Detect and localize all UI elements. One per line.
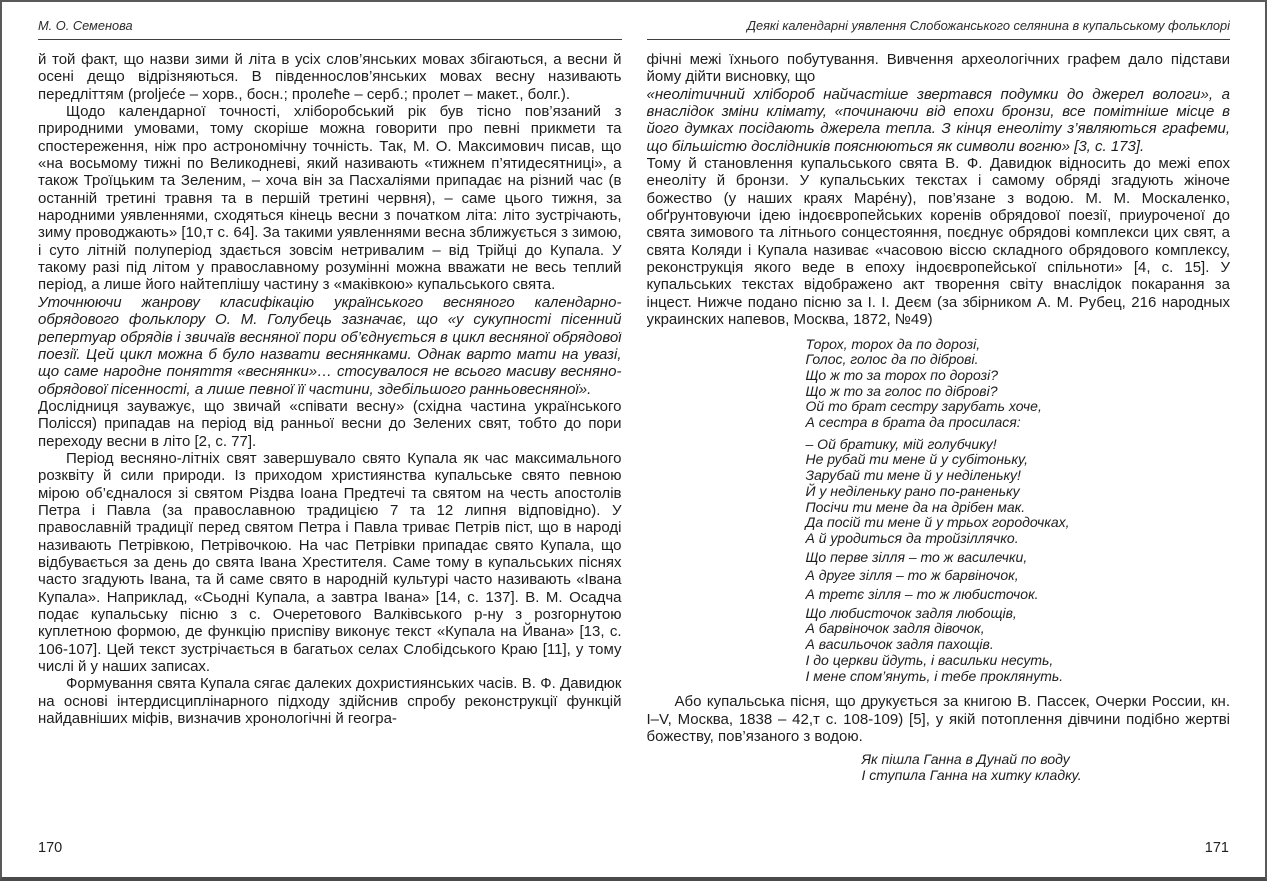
song-line: Що перве зілля – то ж василечки, (805, 548, 1028, 565)
song-line: Ой то брат сестру зарубать хоче, (805, 398, 1042, 415)
song-line: А третє зілля – то ж любисточок. (805, 586, 1039, 603)
song-line: Зарубай ти мене й у неділеньку! (805, 467, 1021, 484)
body-paragraph: Період весняно-літніх свят завершувало свято Купала як час максимального розквіту й сили природи. Із приходом християнства купальське свято певною мірою об’єдналося зі святом Різдва Іоана Предтечі та святом на честь апостолів Петра і Павла (за православною традицією 7 та 12 липня відповідно). У православній традиції перед святом Петра і Павла триває Петрів піст, що в народі називають Петрівкою, Петрівочкою. На час Петрівки припадає свято Купала, що відбувається за день до свята Івана Хрестителя. Саме тому в купальських піснях часто згадують Івана, та й саме свято в народній культурі часто називають «Івана Купала». Наприклад, «Сьодні Купала, а завтра Івана» [14, с. 137]. В. М. Осадча подає купальську пісню з с. Очеретового Валківського р-ну з розгорнутою куплетною формою, де функцію приспіву виконує текст «Купала на Йвана» [13, с. 106-107]. Цей текст зустрічається в багатьох селах Слобідського Краю [11], у тому числі й у наших записах. (38, 449, 622, 676)
song-line: Що ж то за торох по дорозі? (805, 366, 998, 383)
song-line: І мене спом’януть, і тебе проклянуть. (805, 667, 1064, 684)
song-line: А васильочок задля пахощів. (805, 636, 994, 653)
song-line: І до церкви йдуть, і васильки несуть, (805, 651, 1054, 668)
folk-song-hanna (862, 752, 1231, 783)
song-line: Торох, торох да по дорозі, (805, 335, 981, 352)
body-paragraph: Тому й становлення купальського свята В. Ф. Давидюк відносить до межі епох енеоліту й бронзи. У купальських текстах і самому обряді згадують жіноче божество (у наших краях Марéну), пов’язане з водою. М. М. Москаленко, обґрунтовуючи ідею індоєвропейських коренів обрядової поезії, приуроченої до свята зимового та літнього сонцестояння, поєднує обрядові комплекси цих свят, а свята Коляди і Купала називає «часовою віссю складного обрядового комплексу, реконструкція якого веде в епоху індоєвропейської спільноти» [4, с. 15]. У купальських текстах відображено акт творення світу внаслідок покарання за інцест. Нижче подано пісню за І. І. Деєм (за збірником А. М. Рубец, 216 народных украинских напевов, Москва, 1872, №49) (646, 155, 1230, 329)
song-line: А друге зілля – то ж барвіночок, (805, 567, 1019, 584)
song-line: А барвіночок задля дівочок, (805, 620, 985, 637)
body-paragraph: й той факт, що назви зими й літа в усіх слов’янських мовах збігаються, а весни й осені дещо відрізняються. В південнослов’янських мовах весну називають передліттям (proljeće – хорв., босн.; пролеће – серб.; пролет – макет., болг.). (38, 51, 622, 103)
song-line: А сестра в брата да просилася: (805, 414, 1021, 431)
right-page (647, 15, 1231, 843)
left-page (38, 15, 622, 843)
body-paragraph: Формування свята Купала сягає далеких дохристиянських часів. В. Ф. Давидюк на основі інтердисциплінарного підходу здійснив спробу реконструкції функцій найдавніших міфів, визначив хронологічні й геогра- (38, 675, 622, 728)
quote-paragraph: «неолітичний хлібороб найчастіше звертався подумки до джерел вологи», а внаслідок зміни клімату, «починаючи від епохи бронзи, все помітніше місце в його думках посідають джерела тепла. З кінця енеоліту з’являються графеми, що більшістю дослідників пояснюються як символи вогню» [3, с. 173]. (646, 85, 1230, 155)
song-line: І ступила Ганна на хитку кладку. (861, 767, 1082, 783)
song-line: Голос, голос да по діброві. (805, 351, 979, 368)
folk-song-torokh (806, 337, 1231, 685)
body-paragraph: Або купальська пісня, що друкується за книгою В. Пассек, Очерки России, кн. І–V, Москва, 1838 – 42,т с. 108-109) [5], у якій потоплення дівчини подібно жертві божеству, пов’язаного з водою. (646, 693, 1230, 745)
left-page-body (38, 51, 622, 727)
song-line: Що ж то за голос по діброві? (805, 382, 998, 399)
quote-paragraph: Уточнюючи жанрову класифікацію українського весняного календарно-обрядового фольклору О. М. Голубець зазначає, що «у сукупності пісенний репертуар обрядів і звичаїв весняної пори об’єднується в цикл весняної обрядової поезії. Цей цикл можна б було назвати веснянками. Однак варто мати на увазі, що саме народне поняття «веснянки»… стосувалося не всього масиву весняно-обрядової пісенності, а лише певної її частини, здебільшого ранньовесняної». (38, 293, 622, 398)
song-line: Що любисточок задля любощів, (805, 604, 1017, 621)
song-line: Да посій ти мене й у трьох городочках, (805, 514, 1070, 531)
page-number-left: 170 (38, 840, 63, 856)
pages-container (2, 2, 1265, 843)
song-line: Й у неділеньку рано по-раненьку (805, 482, 1020, 499)
song-line: А й уродиться да тройзіллячко. (805, 529, 1019, 546)
page-number-right: 171 (1204, 840, 1229, 856)
body-paragraph: Щодо календарної точності, хліборобський рік був тісно пов’язаний з природними умовами, тому скоріше можна говорити про певні прикмети та спостереження, ніж про астрономічну точність. Так, М. О. Максимович писав, що «на восьмому тижні по Великодневі, який називають «тижнем п’ятидесятниці», а також Троїцьким та Зеленим, – хоча він за Пасхаліями припадає на різний час (в останній третині травня та в першій третині червня), – саме цього тижня, за народними уявленнями, сходяться кінець весни з початком літа: літо зустрічають, зиму проводжають» [10,т с. 64]. За такими уявленнями весна зближується з зимою, і суто літній полуперіод здається зовсім нетривалим – від Трійці до Купала. У такому разі під літом у православному розумінні можна вважати не весь теплий період, а лише його найтеплішу частину з «маківкою» купальського свята. (38, 103, 622, 294)
song-line: – Ой братику, мій голубчику! (805, 435, 997, 452)
song-line: Посічи ти мене да на дрібен мак. (805, 498, 1026, 515)
song-line: Не рубай ти мене й у субітоньку, (805, 451, 1028, 468)
song-line: Як пішла Ганна в Дунай по воду (861, 751, 1070, 768)
article-title-header: Деякі календарні уявлення Слобожанського селянина в купальському фольклорі (647, 15, 1231, 40)
right-page-body (647, 51, 1231, 784)
body-paragraph: фічні межі їхнього побутування. Вивчення археологічних графем дало підстави йому дійти висновку, що (646, 51, 1230, 86)
author-header: М. О. Семенова (38, 15, 622, 40)
body-paragraph: Дослідниця зауважує, що звичай «співати весну» (східна частина українського Полісся) припадав на період від ранньої весни до Зелених свят, тобто до пори переходу весни в літо [2, с. 77]. (38, 397, 622, 450)
